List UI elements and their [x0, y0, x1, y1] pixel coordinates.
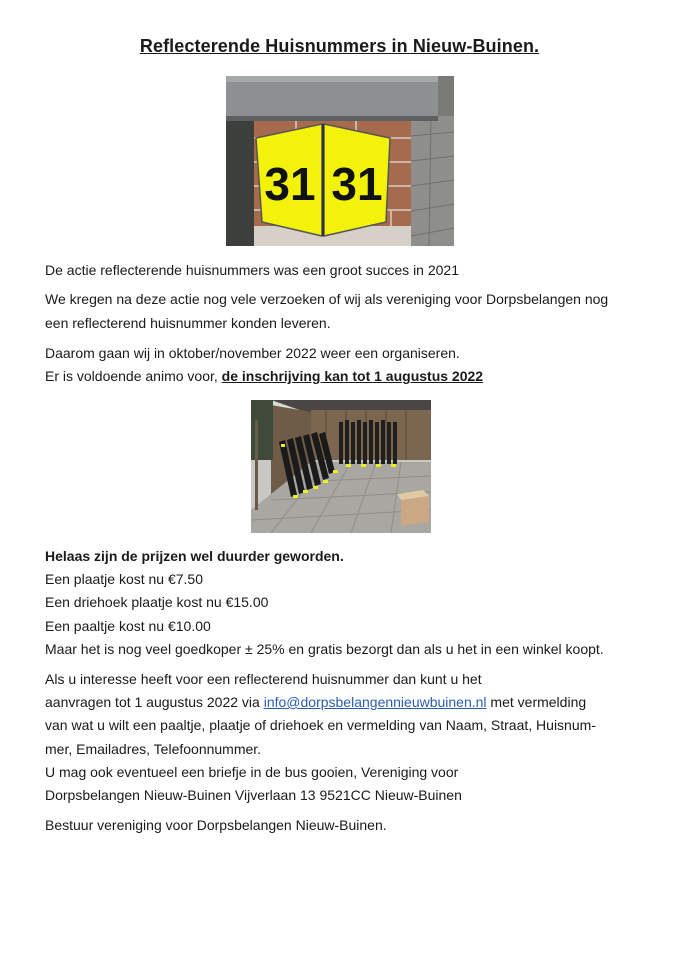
price-driehoek: Een driehoek plaatje kost nu €15.00 — [45, 594, 269, 610]
price-plaatje: Een plaatje kost nu €7.50 — [45, 571, 204, 587]
paragraph-success: De actie reflecterende huisnummers was een groot succes in 2021 — [45, 262, 459, 278]
price-paaltje: Een paaltje kost nu €10.00 — [45, 618, 211, 634]
interest-line1: Als u interesse heeft voor een reflecterend huisnummer dan kunt u het — [45, 671, 482, 687]
signature: Bestuur vereniging voor Dorpsbelangen Nieuw-Buinen. — [45, 817, 387, 833]
prices-heading: Helaas zijn de prijzen wel duurder geworden. — [45, 548, 344, 564]
shed-posts-photo — [251, 400, 431, 533]
price-note: Maar het is nog veel goedkoper ± 25% en gratis bezorgt dan als u het in een winkel koopt. — [45, 641, 604, 657]
email-link[interactable]: info@dorpsbelangennieuwbuinen.nl — [263, 694, 487, 710]
registration-deadline: de inschrijving kan tot 1 augustus 2022 — [221, 368, 484, 384]
interest-line4: mer, Emailadres, Telefoonnummer. — [45, 741, 262, 757]
paragraph-registration — [45, 368, 483, 384]
registration-intro: Er is voldoende animo voor, — [45, 368, 222, 384]
interest-line5: U mag ook eventueel een briefje in de bus gooien, Vereniging voor — [45, 764, 459, 780]
interest-line3: van wat u wilt een paaltje, plaatje of driehoek en vermelding van Naam, Straat, Huisnum- — [45, 717, 596, 733]
paragraph-organise: Daarom gaan wij in oktober/november 2022 weer een organiseren. — [45, 345, 460, 361]
house-number-right: 31 — [331, 158, 383, 210]
paragraph-requests-line2: een reflecterend huisnummer konden leveren. — [45, 315, 331, 331]
house-number-left: 31 — [264, 158, 316, 210]
paragraph-requests-line1: We kregen na deze actie nog vele verzoeken of wij als vereniging voor Dorpsbelangen nog — [45, 291, 609, 307]
interest-line2 — [45, 694, 586, 710]
house-number-photo — [226, 76, 454, 246]
interest-line2-end: met vermelding — [486, 694, 587, 710]
interest-line2-start: aanvragen tot 1 augustus 2022 via — [45, 694, 264, 710]
interest-address: Dorpsbelangen Nieuw-Buinen Vijverlaan 13 9521CC Nieuw-Buinen — [45, 787, 462, 803]
page-title: Reflecterende Huisnummers in Nieuw-Buinen. — [139, 36, 540, 56]
